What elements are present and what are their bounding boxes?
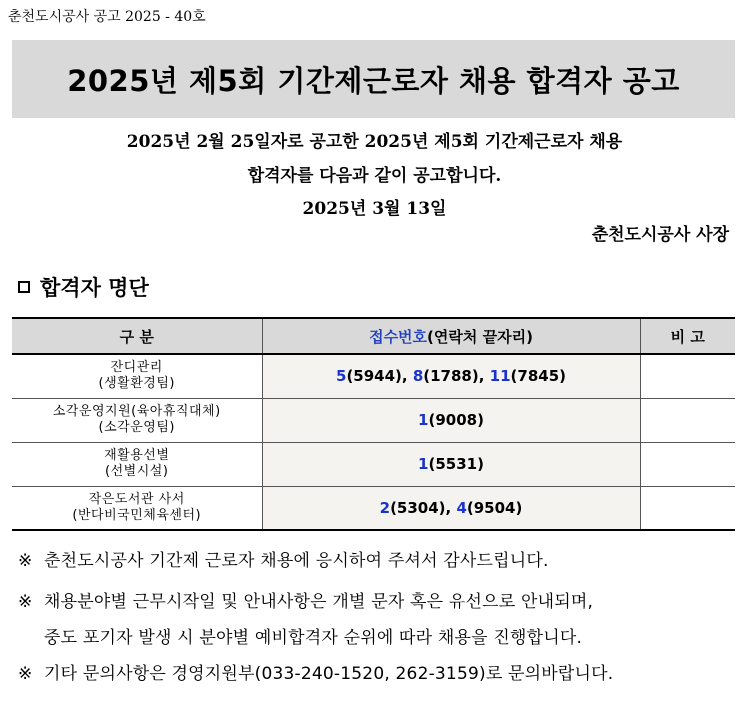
contact-last-digits: (9504)	[466, 498, 523, 517]
application-number: 4	[456, 498, 467, 517]
separator: ,	[445, 498, 457, 517]
contact-last-digits: (9008)	[428, 411, 484, 429]
application-numbers-cell	[262, 442, 640, 486]
contact-last-digits: (5304)	[390, 498, 446, 517]
note-mark: ※	[18, 592, 33, 612]
category-department: (반다비국민체육센터)	[72, 507, 202, 523]
announcement-date: 2025년 3월 13일	[302, 199, 447, 219]
category-department: (선별시설)	[105, 464, 169, 479]
note-2-continued: 중도 포기자 발생 시 분야별 예비합격자 순위에 따라 채용을 진행합니다.	[44, 628, 583, 648]
application-number: 2	[379, 498, 391, 517]
category-cell	[12, 442, 262, 486]
note-cell	[640, 486, 735, 530]
note-2	[18, 587, 593, 612]
category-department: (소각운영팀)	[98, 420, 175, 435]
category-name: 소각운영지원(육아휴직대체)	[52, 404, 221, 419]
header-number-blue: 접수번호	[369, 327, 428, 346]
note-1-text: 춘천도시공사 기간제 근로자 채용에 응시하여 주셔서 감사드립니다.	[44, 551, 549, 571]
category-cell	[12, 354, 262, 398]
note-1	[18, 546, 549, 571]
contact-last-digits: (5531)	[428, 455, 484, 473]
header-category: 구 분	[12, 318, 262, 354]
table-body	[12, 354, 735, 530]
category-cell	[12, 398, 262, 442]
category-name: 재활용선별	[104, 448, 170, 463]
table-header-row	[12, 318, 735, 354]
separator: ,	[401, 367, 413, 386]
header-note: 비 고	[640, 318, 735, 354]
application-number: 1	[418, 455, 429, 473]
contact-last-digits: (7845)	[510, 367, 566, 386]
header-number-rest: (연락처 끝자리)	[427, 327, 533, 346]
category-department: (생활환경팀)	[98, 376, 175, 392]
intro-line-2: 합격자를 다음과 같이 공고합니다.	[247, 166, 502, 186]
note-cell	[640, 398, 735, 442]
note-3-text: 기타 문의사항은 경영지원부(033-240-1520, 262-3159)로 문의바랍니다.	[44, 664, 614, 684]
category-cell	[12, 486, 262, 530]
separator: ,	[478, 367, 490, 386]
section-title: 합격자 명단	[40, 276, 149, 300]
table-row	[12, 442, 735, 486]
category-name: 작은도서관 사서	[88, 491, 185, 507]
application-numbers-cell	[262, 486, 640, 530]
application-number: 5	[336, 367, 347, 386]
table-row	[12, 486, 735, 530]
contact-last-digits: (1788)	[423, 367, 479, 386]
note-3	[18, 659, 613, 684]
note-2-text: 채용분야별 근무시작일 및 안내사항은 개별 문자 혹은 유선으로 안내되며,	[44, 592, 594, 612]
table-row	[12, 398, 735, 442]
successful-applicants-table	[12, 317, 735, 531]
table-row	[12, 354, 735, 398]
note-mark: ※	[18, 551, 33, 571]
checkbox-icon	[18, 281, 30, 293]
application-number: 11	[489, 367, 511, 386]
page-title: 2025년 제5회 기간제근로자 채용 합격자 공고	[67, 63, 680, 98]
title-banner	[12, 40, 735, 118]
application-numbers-cell	[262, 354, 640, 398]
document-number: 춘천도시공사 공고 2025 - 40호	[8, 9, 206, 25]
intro-line-1: 2025년 2월 25일자로 공고한 2025년 제5회 기간제근로자 채용	[126, 132, 623, 152]
note-cell	[640, 442, 735, 486]
contact-last-digits: (5944)	[346, 367, 402, 386]
header-application-number	[262, 318, 640, 354]
note-cell	[640, 354, 735, 398]
application-numbers-cell	[262, 398, 640, 442]
note-mark: ※	[18, 664, 33, 684]
section-heading	[18, 272, 149, 302]
application-number: 8	[412, 367, 424, 386]
issuer-name: 춘천도시공사 사장	[591, 225, 729, 245]
category-name: 잔디관리	[110, 360, 163, 376]
application-number: 1	[418, 411, 429, 429]
